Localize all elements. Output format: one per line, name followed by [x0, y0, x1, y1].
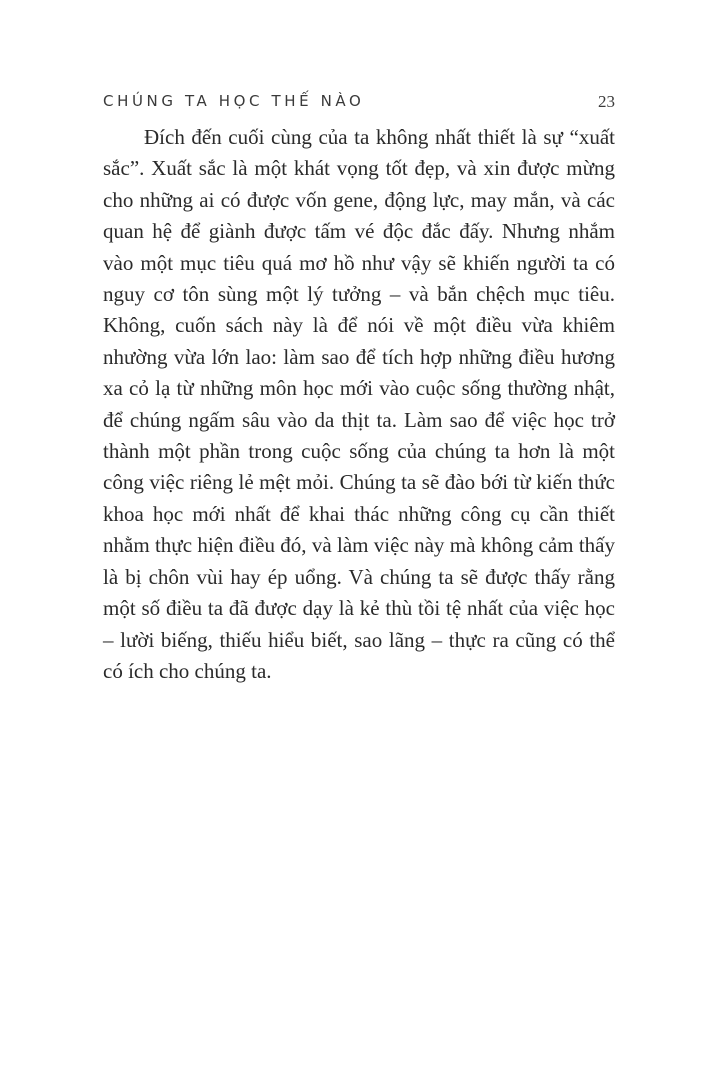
page-number: 23 — [598, 92, 615, 111]
body-paragraph: Đích đến cuối cùng của ta không nhất thiết là sự “xuất sắc”. Xuất sắc là một khát vọng tốt đẹp, và xin được mừng cho những ai có được vốn gene, động lực, may mắn, và các quan hệ để giành được tấm vé độc đắc đấy. Nhưng nhắm vào một mục tiêu quá mơ hồ như vậy sẽ khiến người ta có nguy cơ tôn sùng một lý tưởng – và bắn chệch mục tiêu. Không, cuốn sách này là để nói về một điều vừa khiêm nhường vừa lớn lao: làm sao để tích hợp những điều hương xa cỏ lạ từ những môn học mới vào cuộc sống thường nhật, để chúng ngấm sâu vào da thịt ta. Làm sao để việc học trở thành một phần trong cuộc sống của chúng ta hơn là một công việc riêng lẻ mệt mỏi. Chúng ta sẽ đào bới từ kiến thức khoa học mới nhất để khai thác những công cụ cần thiết nhằm thực hiện điều đó, và làm việc này mà không cảm thấy là bị chôn vùi hay ép uổng. Và chúng ta sẽ được thấy rằng một số điều ta đã được dạy là kẻ thù tồi tệ nhất của việc học – lười biếng, thiếu hiểu biết, sao lãng – thực ra cũng có thể có ích cho chúng ta. — [103, 125, 615, 683]
running-header-title: CHÚNG TA HỌC THẾ NÀO — [103, 92, 365, 110]
